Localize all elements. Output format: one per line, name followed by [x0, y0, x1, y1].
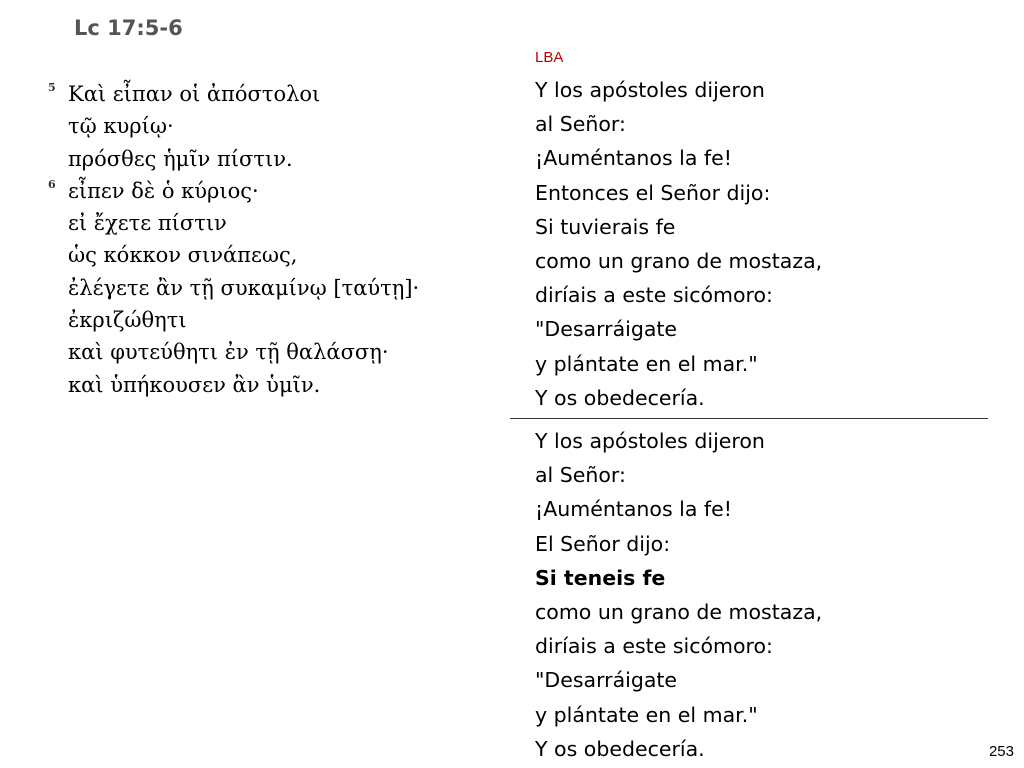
- page-number: 253: [988, 743, 1014, 760]
- version-label: LBA: [535, 49, 564, 66]
- greek-line: [48, 110, 488, 142]
- greek-line-text: Καὶ εἶπαν οἱ ἀπόστολοι: [68, 82, 321, 106]
- translation-line: "Desarráigate: [535, 317, 678, 342]
- translation-line: Si tuvierais fe: [535, 214, 676, 239]
- translation-line: al Señor:: [535, 463, 626, 488]
- translation-line: Y los apóstoles dijeron: [535, 78, 765, 102]
- greek-line: [48, 175, 488, 207]
- passage-reference: Lc 17:5-6: [74, 16, 183, 40]
- translation-line-highlighted: Si teneis fe: [535, 565, 666, 590]
- translation-line: El Señor dijo:: [535, 531, 671, 556]
- alternate-translation-block: [535, 424, 1005, 766]
- greek-line-text: ἐλέγετε ἂν τῇ συκαμίνῳ [ταύτῃ]·: [68, 275, 420, 300]
- translation-line: Y os obedecería.: [535, 736, 705, 761]
- translation-line: Y los apóstoles dijeron: [535, 429, 765, 453]
- translation-line: como un grano de mostaza,: [535, 599, 823, 624]
- translation-line: al Señor:: [535, 112, 626, 137]
- greek-line-text: καὶ φυτεύθητι ἐν τῇ θαλάσσῃ·: [68, 340, 389, 365]
- verse-number: 6: [48, 177, 56, 191]
- verse-number: 5: [48, 81, 56, 94]
- greek-line: [48, 143, 488, 175]
- greek-text-block: [48, 78, 488, 401]
- lba-translation-block: [535, 73, 1005, 415]
- translation-line: Y os obedecería.: [535, 385, 705, 410]
- greek-line-text: καὶ ὑπήκουσεν ἂν ὑμῖν.: [68, 372, 321, 397]
- greek-line: [48, 239, 488, 271]
- greek-line-text: ἐκριζώθητι: [68, 308, 187, 333]
- greek-line-text: ὡς κόκκον σινάπεως,: [68, 243, 298, 268]
- translation-line: y plántate en el mar.": [535, 351, 758, 376]
- translation-line: ¡Auméntanos la fe!: [535, 497, 732, 522]
- greek-line: [48, 336, 488, 368]
- translation-line: y plántate en el mar.": [535, 702, 758, 727]
- greek-line: [48, 78, 488, 110]
- translation-line: "Desarráigate: [535, 668, 678, 693]
- translation-line: diríais a este sicómoro:: [535, 634, 773, 659]
- greek-line-text: εἶπεν δὲ ὁ κύριος·: [68, 178, 259, 203]
- section-divider: [510, 418, 988, 419]
- translation-line: como un grano de mostaza,: [535, 248, 823, 273]
- greek-line: [48, 369, 488, 401]
- translation-line: Entonces el Señor dijo:: [535, 180, 771, 205]
- greek-line-text: πρόσθες ἡμῖν πίστιν.: [68, 146, 293, 171]
- translation-line: ¡Auméntanos la fe!: [535, 146, 732, 171]
- greek-line-text: εἰ ἔχετε πίστιν: [68, 211, 227, 236]
- greek-line-text: τῷ κυρίῳ·: [68, 114, 174, 139]
- translation-line: diríais a este sicómoro:: [535, 283, 773, 308]
- greek-line: [48, 304, 488, 336]
- greek-line: [48, 272, 488, 304]
- greek-line: [48, 207, 488, 239]
